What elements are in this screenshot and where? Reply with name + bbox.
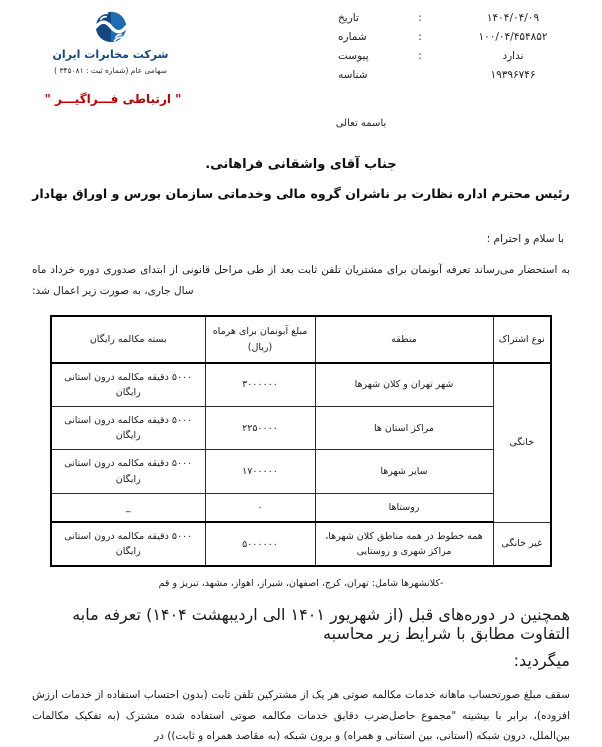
meta-label-number: شماره [338,31,367,43]
table-header-row [51,316,551,362]
addressee-block [32,155,570,203]
cell-free-bundle: ۵۰۰۰ دقیقه مکالمه درون استانی رایگان [51,522,205,566]
company-name: شرکت مخابرات ایران [52,48,169,61]
meta-colon-number: : [418,31,422,43]
meta-row-number [332,31,602,50]
letterhead-header [0,0,602,108]
meta-label-tracking-id: شناسه [338,69,368,81]
column-header-subscription-type: نوع اشتراک [493,316,551,362]
meta-colon-attachment: : [418,50,422,62]
paragraph-two: همچنین در دوره‌های قبل (از شهریور ۱۴۰۱ الی اردیبهشت ۱۴۰۴) تعرفه مابه التفاوت مطابق با شرایط زیر محاسبه [72,605,570,644]
column-header-monthly-fee: مبلغ آبونمان برای هرماه (ریال) [205,316,315,362]
paragraph-two-tail: میگردید: [513,651,570,671]
meta-label-date: تاریخ [338,12,359,24]
table-row [51,363,551,407]
cell-region: سایر شهرها [315,450,493,493]
meta-value-number: ۱۰۰/۰۴/۴۵۴۸۵۲ [478,31,548,43]
meta-row-tracking-id [332,69,602,88]
cell-subscription-type-nonresidential: غیر خانگی [493,522,551,566]
column-header-free-bundle: بسته مکالمه رایگان [51,316,205,362]
cell-monthly-fee: ۲۲۵۰۰۰۰ [205,407,315,450]
tariff-table-body [51,363,551,567]
document-body [0,118,602,747]
addressee-title: رئیس محترم اداره نظارت بر ناشران گروه مالی وخدماتی سازمان بورس و اوراق بهادار [32,185,570,201]
meta-row-attachment [332,50,602,69]
document-meta-block [332,12,602,88]
cell-region: شهر تهران و کلان شهرها [315,363,493,407]
cell-region: همه خطوط در همه مناطق کلان شهرها، مراکز شهری و روستایی [315,522,493,566]
tariff-table [50,315,552,567]
company-branding [8,6,213,75]
cell-free-bundle: ۵۰۰۰ دقیقه مکالمه درون استانی رایگان [51,450,205,493]
meta-value-date: ۱۴۰۴/۰۴/۰۹ [486,12,540,24]
intro-paragraph: به استحضار می‌رساند تعرفه آبونمان برای مشتریان تلفن ثابت بعد از طی مراحل قانونی از ابتدای صدوری دوره خرداد ماه سال جاری، به صورت زیر اعمال شد: [32,264,570,297]
table-row [51,522,551,566]
meta-label-attachment: پیوست [338,50,369,62]
basmeh-invocation: باسمه تعالی [335,118,387,129]
cell-monthly-fee: ۱۷۰۰۰۰۰ [205,450,315,493]
metropolis-note: -کلانشهرها شامل: تهران، کرج، اصفهان، شیراز، اهواز، مشهد، تبریز و قم [158,578,444,590]
table-row [51,450,551,493]
cell-free-bundle: ۵۰۰۰ دقیقه مکالمه درون استانی رایگان [51,363,205,407]
tci-globe-logo-icon [8,6,213,52]
cell-monthly-fee: ۰ [205,493,315,522]
table-row [51,493,551,522]
cell-subscription-type-residential: خانگی [493,363,551,522]
cell-region: روستاها [315,493,493,522]
paragraph-two-block [32,605,570,670]
company-slogan: " ارتباطی فـــراگیـــر " [44,92,182,106]
cell-region: مراکز استان ها [315,407,493,450]
column-header-region: منطقه [315,316,493,362]
meta-value-tracking-id: ۱۹۳۹۶۷۴۶ [490,69,536,81]
table-row [51,407,551,450]
tariff-table-head [51,316,551,362]
company-registration: سهامی عام (شماره ثبت : ۳۴۵۰۸۱ ) [54,66,167,75]
addressee-name: جناب آقای واشقانی فراهانی. [205,157,397,172]
meta-value-attachment: ندارد [502,50,524,62]
meta-colon-date: : [418,12,422,24]
cell-monthly-fee: ۵۰۰۰۰۰۰ [205,522,315,566]
cell-free-bundle: ۵۰۰۰ دقیقه مکالمه درون استانی رایگان [51,407,205,450]
cell-monthly-fee: ۳۰۰۰۰۰۰ [205,363,315,407]
paragraph-three: سقف مبلغ صورتحساب ماهانه خدمات مکالمه صوتی هر یک از مشترکین تلفن ثابت (بدون احتساب استفاده از خدمات ارزش افزوده)، برابر با بیشینه "مجموع حاصل‌ضرب دقایق خدمات مکالمه صوتی استفاده شده مشترک (به تفکیک مکالمات بین‌الملل، درون شبکه (استانی، بین استانی و همراه) و برون شبکه (به مقاصد همراه و ثابت)) در [32,689,570,743]
cell-free-bundle: _ [51,493,205,522]
greeting-line: با سلام و احترام ؛ [486,233,564,246]
meta-row-date [332,12,602,31]
tariff-table-wrapper [32,315,570,567]
